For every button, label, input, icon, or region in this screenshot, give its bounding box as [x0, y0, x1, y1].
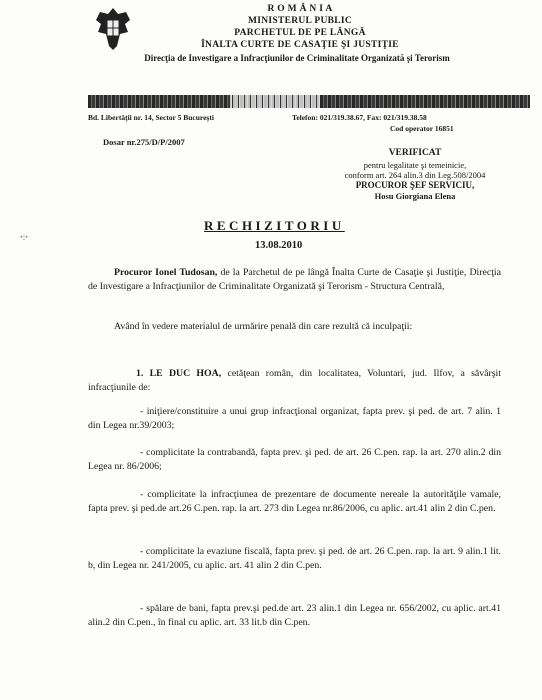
- header-ministry: MINISTERUL PUBLIC: [247, 16, 353, 26]
- contact-operator-code: Cod operator 16851: [390, 124, 454, 133]
- contact-address: Bd. Libertăţii nr. 14, Sector 5 Bucureşti: [88, 113, 214, 122]
- intro-paragraph: [88, 266, 501, 293]
- verification-line2: conform art. 264 alin.3 din Leg.508/2004: [344, 170, 486, 180]
- scan-speck: ꞏ:ꞏ: [20, 232, 29, 242]
- evidence-paragraph: Având în vedere materialul de urmărire penală din care rezultă că inculpaţii:: [114, 321, 413, 332]
- header-office: PARCHETUL DE PE LÂNGĂ: [234, 28, 366, 38]
- accused-text: cetăţean român, din localitatea, Voluntari, jud. Ilfov, a săvârşit infracţiunile de:: [88, 368, 501, 393]
- charge-item: - complicitate la contrabandă, fapta prev. şi ped. de art. 26 C.pen. rap. la art. 270 alin.2 din Legea nr. 86/2006;: [88, 447, 501, 472]
- document-date: 13.08.2010: [255, 240, 303, 251]
- document-title: RECHIZITORIU: [204, 218, 345, 233]
- verification-line1: pentru legalitate şi temeinicie,: [363, 160, 467, 170]
- header-country: R O M Â N I A: [267, 4, 333, 14]
- coat-of-arms-icon: [92, 6, 134, 52]
- prosecutor-name: Procuror Ionel Tudosan,: [114, 267, 218, 278]
- verification-title: VERIFICAT: [388, 148, 442, 158]
- verification-role: PROCUROR ŞEF SERVICIU,: [355, 180, 475, 190]
- charge-item: - complicitate la infracţiunea de prezentare de documente nereale la autorităţile vamale, fapta prev. şi ped.de art.26 C.pen. rap. la art. 273 din Legea nr.86/2006, cu aplic. art.41 alin 2 din C.pen.: [88, 489, 501, 514]
- file-number: Dosar nr.275/D/P/2007: [103, 137, 185, 147]
- verification-name: Hosu Giorgiana Elena: [374, 191, 456, 201]
- charge-item: - spălare de bani, fapta prev.şi ped.de art. 23 alin.1 din Legea nr. 656/2002, cu aplic. art.41 alin.2 din C.pen., în final cu aplic. art. 33 lit.b din C.pen.: [88, 603, 501, 628]
- contact-phone-fax: Telefon: 021/319.38.67, Fax: 021/319.38.58: [292, 113, 427, 122]
- accused-paragraph: [88, 367, 501, 394]
- redacted-band-overlay: [230, 95, 320, 108]
- accused-name: 1. LE DUC HOA,: [136, 368, 222, 379]
- header-court: ÎNALTA CURTE DE CASAŢIE ŞI JUSTIŢIE: [201, 40, 399, 50]
- header-directorate: Direcţia de Investigare a Infracţiunilor de Criminalitate Organizată şi Terorism: [144, 53, 450, 63]
- intro-text: de la Parchetul de pe lângă Înalta Curte de Casaţie şi Justiţie, Direcţia de Investigare a Infracţiunilor de Criminalitate Organizată şi Terorism - Structura Centrală,: [88, 267, 501, 292]
- charge-item: - complicitate la evaziune fiscală, fapta prev. şi ped. de art. 26 C.pen. rap. la art. 9 alin.1 lit. b, din Legea nr. 241/2005, cu aplic. art. 41 alin 2 din C.pen.: [88, 546, 501, 571]
- charge-item: - iniţiere/constituire a unui grup infracţional organizat, fapta prev. şi ped. de art. 7 alin. 1 din Legea nr.39/2003;: [88, 406, 501, 431]
